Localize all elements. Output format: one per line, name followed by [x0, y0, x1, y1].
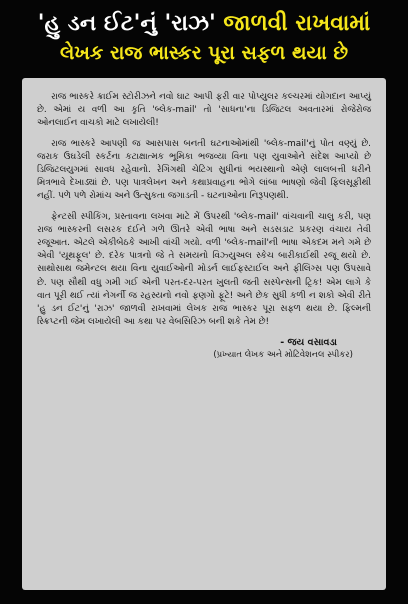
- review-paragraph-2: રાજ ભાસ્કરે આપણી જ આસપાસ બનતી ઘટનાઓમાંથી 'બ્લેક-mail'નું પોત વણ્યું છે. જરાક ઉઘડેલી સ્કર્ટના કટાક્ષાત્મક ભૂમિકા ભજવ્યા વિના પણ યુવાઓને સંદેશ આપ્યો છે ડિજિટલયુગમાં સાવધ રહેવાનો. રેગિંગથી ચેટિંગ સુધીનાં ભયસ્થાનો એણે લાલબત્તી ધરીને મિત્રભાવે દેખાડ્યાં છે. પણ પાત્રલેખન અને કથાપ્રવાહના ભોગે લાંબા ભાષણો જેવી ફિલસૂફીથી નહીં. પળે પળે રોમાંચ અને ઉત્સુકતા જગાડતી - ઘટનાઓના નિરૂપણથી.: [37, 138, 371, 202]
- reviewer-name: - જય વસાવડા: [280, 337, 337, 349]
- reviewer-role: (પ્રખ્યાત લેખક અને મોટિવેશનલ સ્પીકર): [213, 350, 353, 361]
- title-line-2: લેખક રાજ ભાસ્કર પૂરા સફળ થયા છે: [59, 42, 349, 64]
- title-rest-part: જાળવી રાખવામાં: [223, 11, 371, 36]
- cover-title: [0, 10, 408, 66]
- review-text-panel: [22, 78, 386, 590]
- title-quote-part: 'હુ ડન ઈટ'નું 'રાઝ': [37, 11, 216, 36]
- title-line-1: [0, 10, 408, 38]
- review-paragraph-3: ફેન્ટસી સ્પીકિંગ, પ્રસ્તાવના લખવા માટે મેં ઉપરથી 'બ્લેક-mail' વાંચવાની ચાલુ કરી, પણ રાજ ભાસ્કરની લસરક દઈને ગળે ઊતરે એવી ભાષા અને સડસડાટ પ્રકરણ વંચાય તેવી રજૂઆત. એટલે એકીબેઠકે આખી વાંચી ગયો. વળી 'બ્લેક-mail'ની ભાષા એકદમ મને ગમે છે એવી 'યૂથફૂલ' છે. દરેક પાત્રનો જે તે સમયનો વિઝ્યુઅલ સ્કેચ બારીકાઈથી રજૂ થયો છે. સાથોસાથ જમેન્ટલ થયા વિના યુવાઈઓની મોડર્ન લાઈફસ્ટાઈલ અને ફીલિંગ્સ પણ ઉપસાવે છે. પણ સૌથી વધુ ગમી ગઈ એની પરત-દર-પરત ખુલતી જતી સસ્પેન્સની ટ્રિક! એમ લાગે કે વાત પૂરી થઈ ત્યાં નેગર્ની જ રહસ્યનો નવો ફણગો ફૂટે! અને છેક સુધી કળી ન શકો એવી રીતે 'હુ ડન ઈટ'નું 'રાઝ' જાળવી રાખવામાં લેખક રાજ ભાસ્કર પૂરા સફળ થયા છે. ફિલ્મની સ્ક્રિપ્ટની જેમ લખાયેલી આ કથા પર વેબસિરિઝ બની શકે તેમ છે!: [37, 211, 371, 328]
- review-paragraph-1: રાજ ભાસ્કરે ક્રાઈમ સ્ટોરીઝને નવો ઘાટ આપી ફરી વાર પોપ્યુલર કલ્ચરમાં યોગદાન આપ્યું છે. એમાં ય વળી આ કૃતિ 'બ્લેક-mail' તો 'સાધના'ના ડિજિટલ અવતારમાં રોજેરોજ ઓનલાઈન વાચકો માટે લખાયેલી!: [37, 92, 371, 129]
